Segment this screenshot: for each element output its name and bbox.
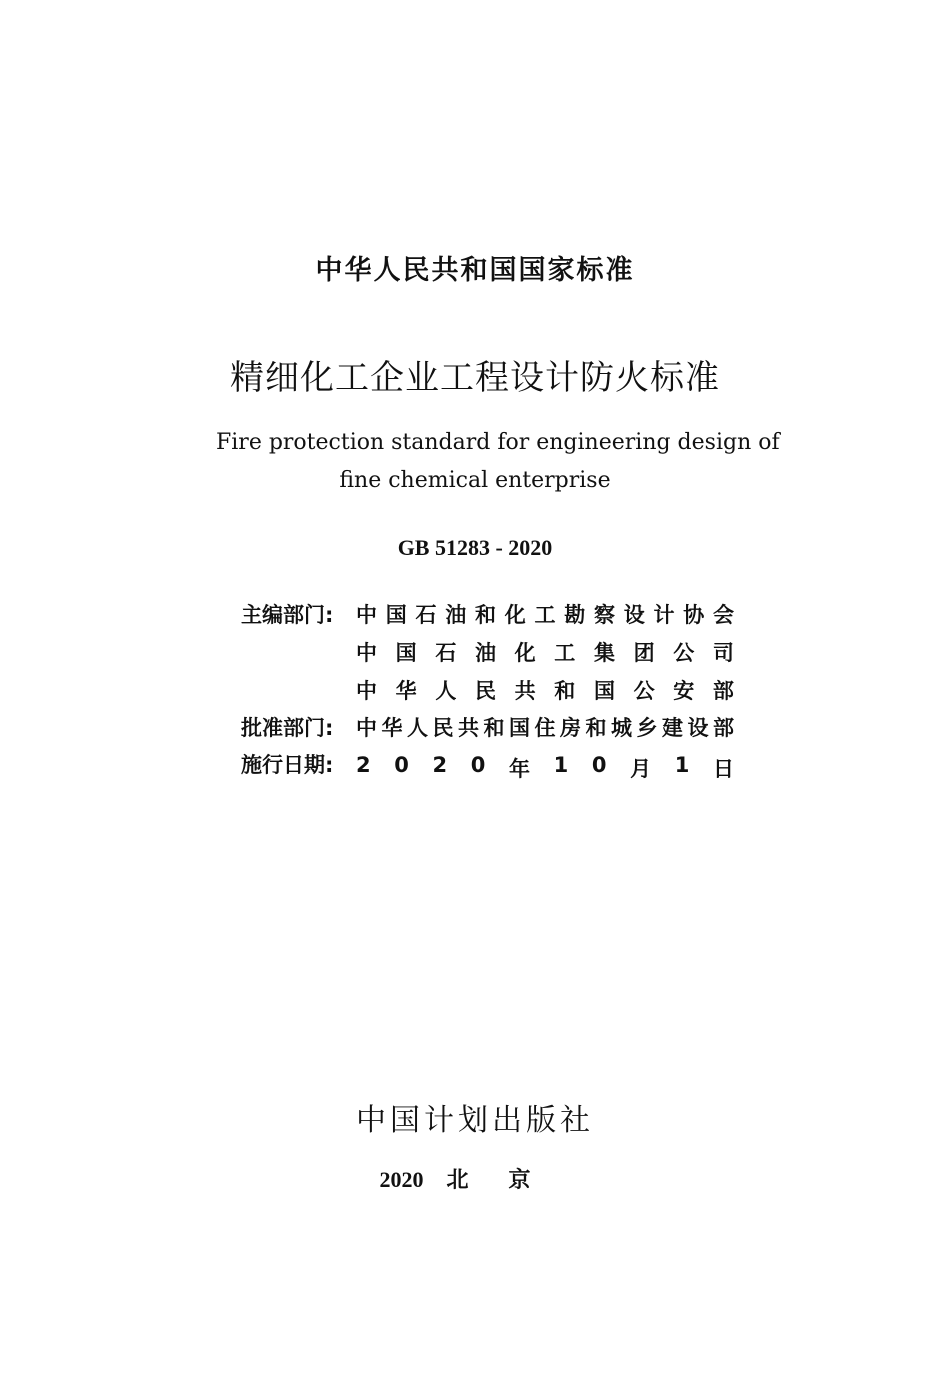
effective-date: 2 0 2 0 年 1 0 月 1 日 — [356, 753, 734, 781]
standard-title-english-line2: fine chemical enterprise — [339, 468, 611, 493]
editor-1: 中 国 石 油 和 化 工 勘 察 设 计 协 会 — [356, 603, 734, 627]
standard-category-heading: 中华人民共和国国家标准 — [315, 255, 635, 286]
standard-title-english-line1: Fire protection standard for engineering design of — [216, 430, 780, 455]
editor-row-3 — [241, 675, 736, 705]
editor-row-1 — [241, 599, 736, 629]
effective-date-label: 施行日期: — [241, 753, 334, 777]
imprint-year: 2020 — [379, 1167, 424, 1192]
standard-title-chinese: 精细化工企业工程设计防火标准 — [230, 358, 720, 398]
approver-label: 批准部门: — [241, 716, 334, 740]
editor-row-2 — [241, 637, 736, 667]
imprint — [0, 1163, 950, 1194]
publisher-name: 中国计划出版社 — [356, 1103, 594, 1138]
editor-label: 主编部门: — [241, 603, 334, 627]
editor-2: 中 国 石 油 化 工 集 团 公 司 — [356, 641, 734, 665]
imprint-city: 北京 — [446, 1168, 571, 1193]
approver: 中 华 人 民 共 和 国 住 房 和 城 乡 建 设 部 — [356, 716, 734, 740]
editor-3: 中 华 人 民 共 和 国 公 安 部 — [356, 679, 734, 703]
effective-date-row — [241, 749, 736, 783]
approver-row — [241, 712, 736, 742]
standard-code: GB 51283 - 2020 — [397, 535, 553, 560]
